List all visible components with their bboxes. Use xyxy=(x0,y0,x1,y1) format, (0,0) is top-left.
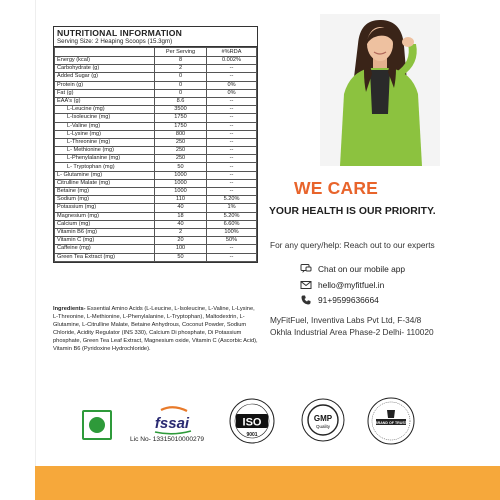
rda-value: -- xyxy=(207,73,257,81)
nutrient-name: L- Methionine (mg) xyxy=(55,147,155,155)
nutrient-name: Calcium (mg) xyxy=(55,220,155,228)
table-row xyxy=(55,81,257,89)
fssai-logo-text: fssai xyxy=(154,415,190,432)
address-line: MyFitFuel, Inventiva Labs Pvt Ltd, F-34/8 xyxy=(270,315,422,325)
nutrient-name: Caffeine (mg) xyxy=(55,245,155,253)
query-text: For any query/help: Reach out to our experts xyxy=(270,240,435,250)
nutrient-name: Carbohydrate (g) xyxy=(55,65,155,73)
per-serving-value: 2 xyxy=(155,65,207,73)
address-line: Okhla Industrial Area Phase-2 Delhi- 110020 xyxy=(270,327,434,337)
page-divider xyxy=(35,0,36,466)
per-serving-value: 2 xyxy=(155,228,207,236)
rda-value: 0% xyxy=(207,89,257,97)
rda-value: -- xyxy=(207,171,257,179)
per-serving-value: 50 xyxy=(155,253,207,261)
table-row xyxy=(55,138,257,146)
per-serving-value: 8 xyxy=(155,57,207,65)
per-serving-value: 100 xyxy=(155,245,207,253)
header-cell xyxy=(55,48,155,57)
table-row xyxy=(55,73,257,81)
rda-value: 5.20% xyxy=(207,212,257,220)
table-row xyxy=(55,204,257,212)
gmp-quality-badge xyxy=(300,397,346,443)
table-row xyxy=(55,130,257,138)
nutrient-name: Sodium (mg) xyxy=(55,196,155,204)
rda-value: 50% xyxy=(207,237,257,245)
rda-value: 1% xyxy=(207,204,257,212)
priority-subhead: YOUR HEALTH IS OUR PRIORITY. xyxy=(269,206,436,217)
per-serving-value: 40 xyxy=(155,204,207,212)
trust-text: BRAND OF TRUST xyxy=(375,420,407,425)
table-row xyxy=(55,106,257,114)
nutrient-name: L-Leucine (mg) xyxy=(55,106,155,114)
per-serving-value: 1000 xyxy=(155,179,207,187)
nutrient-name: L- Tryptophan (mg) xyxy=(55,163,155,171)
table-row xyxy=(55,220,257,228)
table-row xyxy=(55,245,257,253)
iso-number: 9001 xyxy=(246,432,258,438)
footer-bar xyxy=(35,466,500,500)
table-row xyxy=(55,179,257,187)
nutrient-name: Citrulline Malate (mg) xyxy=(55,179,155,187)
gmp-text: GMP xyxy=(313,414,333,423)
nutrient-name: Fat (g) xyxy=(55,89,155,97)
nutrient-name: L- Glutamine (mg) xyxy=(55,171,155,179)
rda-value: 0% xyxy=(207,81,257,89)
per-serving-value: 1750 xyxy=(155,114,207,122)
rda-value: -- xyxy=(207,179,257,187)
per-serving-value: 3500 xyxy=(155,106,207,114)
per-serving-value: 0 xyxy=(155,81,207,89)
nutrient-name: L-Valine (mg) xyxy=(55,122,155,130)
per-serving-value: 18 xyxy=(155,212,207,220)
nutrient-name: Vitamin B6 (mg) xyxy=(55,228,155,236)
rda-value: -- xyxy=(207,97,257,105)
mail-icon xyxy=(300,279,312,291)
chat-label: Chat on our mobile app xyxy=(318,264,406,274)
nutrient-name: Energy (kcal) xyxy=(55,57,155,65)
phone-number: 91+9599636664 xyxy=(318,295,379,305)
table-row xyxy=(55,253,257,261)
table-row xyxy=(55,155,257,163)
email-address: hello@myfitfuel.in xyxy=(318,280,385,290)
ingredients-list: Essential Amino Acids (L-Leucine, L-Isoleucine, L-Valine, L-Lysine, L-Threonine, L-Methionine, L-Phenylalanine, L-Tryptophan), Maltodextrin, L-Glutamine, L-Citrulline Malate, Betaine Anhydrous, Coconut Powder, Sodium Chloride, Acidity Regulator (INS 330), Calcium Di phosphate, Di Potassium phosphate, Green Tea Leaf Extract, Magnesium oxide, Vitamin C (Ascorbic Acid), Vitamin B6 (Pyridoxine Hydrochloride). xyxy=(53,306,258,352)
table-header-row xyxy=(55,48,257,57)
nutrient-name: Potassium (mg) xyxy=(55,204,155,212)
per-serving-value: 800 xyxy=(155,130,207,138)
rda-value: -- xyxy=(207,155,257,163)
nutrient-name: Protein (g) xyxy=(55,81,155,89)
per-serving-value: 20 xyxy=(155,237,207,245)
serving-size: Serving Size: 2 Heaping Scoops (15.3gm) xyxy=(54,38,257,47)
rda-value: -- xyxy=(207,163,257,171)
rda-value: -- xyxy=(207,114,257,122)
nutrient-name: Added Sugar (g) xyxy=(55,73,155,81)
iso-text: ISO xyxy=(242,416,262,429)
company-address xyxy=(270,314,434,338)
per-serving-value: 0 xyxy=(155,89,207,97)
per-serving-value: 0 xyxy=(155,73,207,81)
nutrient-name: Magnesium (mg) xyxy=(55,212,155,220)
rda-value: -- xyxy=(207,130,257,138)
chat-icon xyxy=(300,263,312,275)
rda-value: -- xyxy=(207,253,257,261)
rda-value: 5.20% xyxy=(207,196,257,204)
we-care-headline: WE CARE xyxy=(294,178,379,198)
table-row xyxy=(55,65,257,73)
rda-value: 6.60% xyxy=(207,220,257,228)
nutrient-name: L-Phenylalanine (mg) xyxy=(55,155,155,163)
gmp-quality-text: Quality xyxy=(315,424,331,429)
per-serving-value: 250 xyxy=(155,155,207,163)
rda-value: 100% xyxy=(207,228,257,236)
table-row xyxy=(55,196,257,204)
table-row xyxy=(55,237,257,245)
table-row xyxy=(55,147,257,155)
per-serving-value: 50 xyxy=(155,163,207,171)
table-row xyxy=(55,212,257,220)
per-serving-value: 1000 xyxy=(155,188,207,196)
table-row xyxy=(55,171,257,179)
rda-value: -- xyxy=(207,188,257,196)
table-row xyxy=(55,57,257,65)
ingredients-text xyxy=(53,306,261,353)
license-number: Lic No- 13315010000279 xyxy=(130,436,205,443)
nutrition-table xyxy=(54,47,257,262)
fssai-logo xyxy=(143,406,201,436)
table-row xyxy=(55,89,257,97)
nutrient-name: Green Tea Extract (mg) xyxy=(55,253,155,261)
per-serving-value: 250 xyxy=(155,138,207,146)
table-row xyxy=(55,188,257,196)
table-row xyxy=(55,122,257,130)
nutrient-name: L-Lysine (mg) xyxy=(55,130,155,138)
rda-value: 0.002% xyxy=(207,57,257,65)
rda-value: -- xyxy=(207,147,257,155)
table-row xyxy=(55,114,257,122)
per-serving-value: 1750 xyxy=(155,122,207,130)
iso-9001-badge xyxy=(228,397,276,445)
rda-value: -- xyxy=(207,106,257,114)
nutrient-name: Betaine (mg) xyxy=(55,188,155,196)
brand-of-trust-badge xyxy=(366,396,416,446)
nutrient-name: L-Isoleucine (mg) xyxy=(55,114,155,122)
rda-value: -- xyxy=(207,122,257,130)
per-serving-value: 40 xyxy=(155,220,207,228)
nutrient-name: Vitamin C (mg) xyxy=(55,237,155,245)
veg-mark-icon xyxy=(82,410,112,440)
ingredients-label: Ingredients- xyxy=(53,306,86,312)
per-serving-value: 250 xyxy=(155,147,207,155)
header-cell: #%RDA xyxy=(207,48,257,57)
nutrition-title: NUTRITIONAL INFORMATION xyxy=(57,28,183,38)
rda-value: -- xyxy=(207,138,257,146)
phone-icon xyxy=(300,294,312,306)
nutrient-name: EAA's (g) xyxy=(55,97,155,105)
table-row xyxy=(55,97,257,105)
nutrient-name: L-Threonine (mg) xyxy=(55,138,155,146)
per-serving-value: 1000 xyxy=(155,171,207,179)
per-serving-value: 110 xyxy=(155,196,207,204)
header-cell: Per Serving xyxy=(155,48,207,57)
model-photo xyxy=(320,14,440,166)
per-serving-value: 8.6 xyxy=(155,97,207,105)
nutrition-facts-table xyxy=(53,26,258,263)
table-row xyxy=(55,228,257,236)
table-row xyxy=(55,163,257,171)
rda-value: -- xyxy=(207,65,257,73)
rda-value: -- xyxy=(207,245,257,253)
